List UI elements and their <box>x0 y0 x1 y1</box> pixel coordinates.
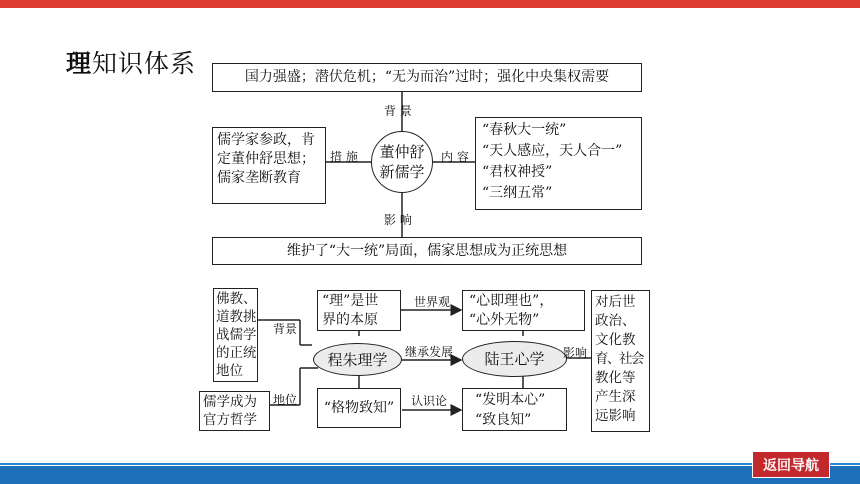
gewu-text: “格物致知” <box>323 399 395 416</box>
content-line: “天人感应，天人合一” <box>482 143 623 159</box>
challenge-line: 地位 <box>216 363 243 379</box>
li-line: 界的本原 <box>322 312 378 328</box>
label-inherit: 继承发展 <box>405 345 454 359</box>
content-line: “君权神授” <box>482 164 553 180</box>
measures-line: 儒家垄断教育 <box>217 170 301 186</box>
center-line: 董仲舒 <box>379 143 425 161</box>
label-influence: 影 响 <box>384 213 412 227</box>
lu-wang-ellipse <box>462 341 567 377</box>
faming-line: “致良知” <box>475 412 532 428</box>
challenge-box <box>213 288 258 382</box>
impact-line: 教化等 <box>595 370 636 386</box>
impact-line: 文化教 <box>595 332 636 348</box>
label-background: 背 景 <box>384 104 412 118</box>
li-box <box>317 290 401 331</box>
dong-zhongshu-circle <box>371 131 433 193</box>
official-line: 官方哲学 <box>203 412 257 428</box>
lu-wang-label: 陆王心学 <box>484 350 545 368</box>
challenge-line: 道教挑 <box>216 309 257 325</box>
impact-line: 育、社会 <box>595 351 643 367</box>
xin-line: “心即理也”， <box>469 293 554 309</box>
back-to-nav-button[interactable]: 返回导航 <box>752 451 830 478</box>
page-title-first-char: 理 <box>66 49 93 78</box>
gewu-box <box>317 388 401 428</box>
content-line: “春秋大一统” <box>482 122 567 138</box>
cheng-zhu-label: 程朱理学 <box>327 350 388 369</box>
faming-box <box>462 388 567 431</box>
challenge-line: 佛教、 <box>216 291 257 307</box>
xin-line: “心外无物” <box>469 312 540 328</box>
label-content: 内 容 <box>441 150 469 164</box>
li-line: “理”是世 <box>322 293 379 309</box>
content-box <box>475 117 642 210</box>
impact-line: 远影响 <box>595 408 636 424</box>
challenge-line: 战儒学 <box>216 327 257 343</box>
page-title-rest: 知识体系 <box>92 49 197 78</box>
impact-line: 产生深 <box>595 389 636 405</box>
label-measures: 措 施 <box>330 150 358 164</box>
official-box <box>199 391 270 431</box>
bottom-bar <box>0 466 860 484</box>
label-influence2: 影响 <box>563 346 588 360</box>
faming-line: “发明本心” <box>475 392 546 408</box>
cheng-zhu-ellipse <box>313 343 402 376</box>
measures-line: 儒学家参政，肯 <box>217 132 315 148</box>
measures-box <box>212 127 326 204</box>
challenge-line: 的正统 <box>216 345 257 361</box>
label-worldview: 世界观 <box>414 295 451 309</box>
background-box <box>212 63 642 92</box>
influence-box <box>212 237 642 265</box>
official-line: 儒学成为 <box>203 394 257 410</box>
impact-line: 对后世 <box>595 294 636 310</box>
impact-line: 政治、 <box>595 313 636 329</box>
xin-box <box>462 290 585 331</box>
label-bg2: 背景 <box>273 322 298 336</box>
measures-line: 定董仲舒思想； <box>217 151 315 167</box>
content-line: “三纲五常” <box>482 185 553 201</box>
label-status: 地位 <box>273 393 298 407</box>
center-line: 新儒学 <box>379 163 425 181</box>
label-epistemology: 认识论 <box>411 394 448 408</box>
influence-text: 维护了“大一统”局面，儒家思想成为正统思想 <box>286 242 568 259</box>
background-text: 国力强盛；潜伏危机；“无为而治”过时；强化中央集权需要 <box>244 69 610 85</box>
bottom-accent-line <box>0 463 860 465</box>
impact-box <box>591 290 650 432</box>
